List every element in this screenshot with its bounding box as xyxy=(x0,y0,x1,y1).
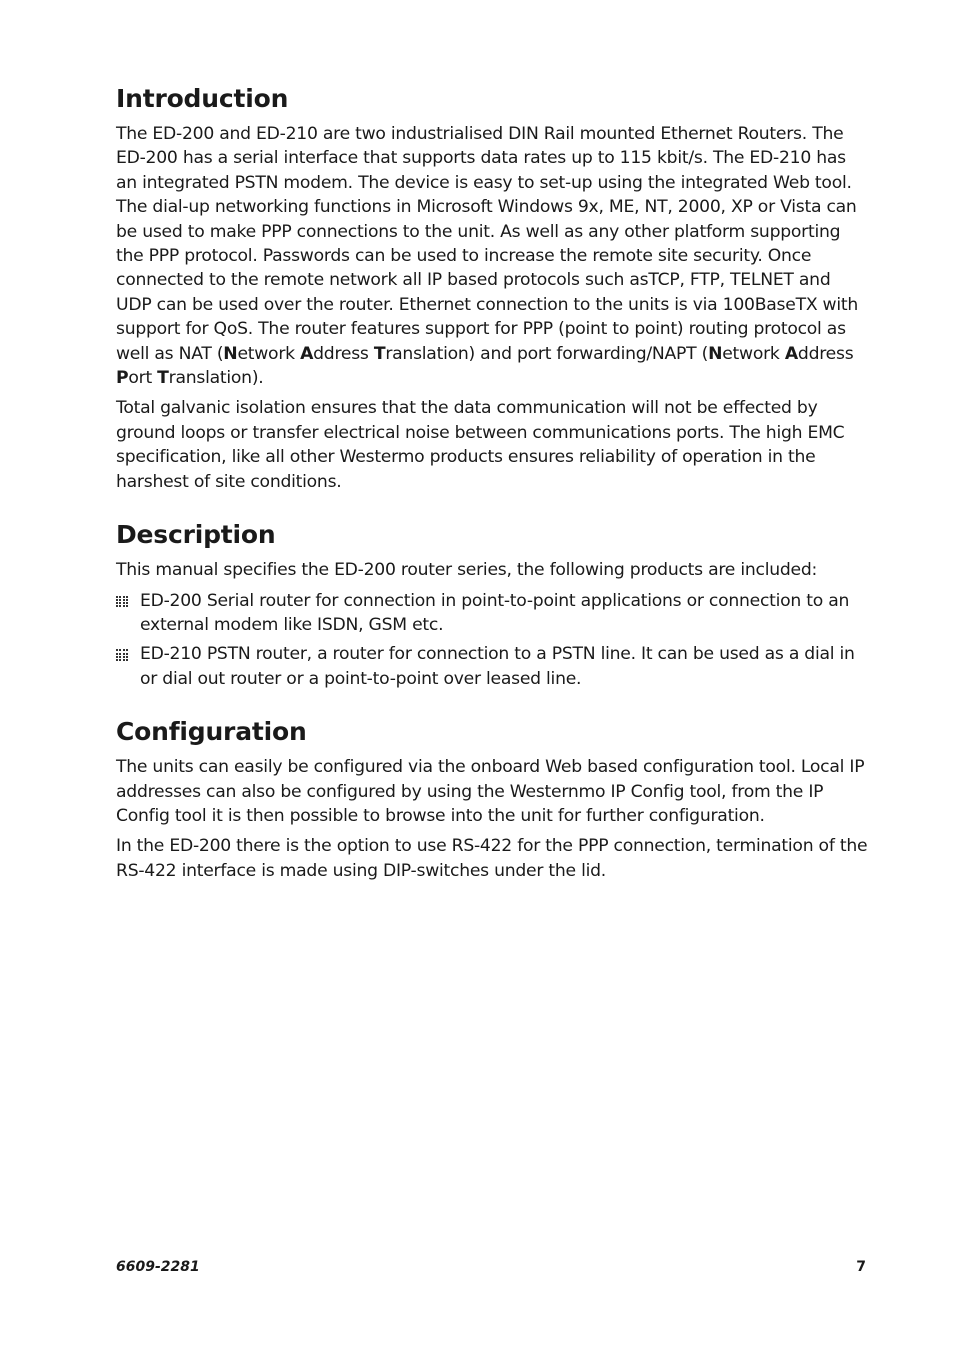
description-intro: This manual specifies the ED-200 router series, the following products are included: xyxy=(116,560,818,581)
configuration-paragraph-2: In the ED-200 there is the option to use RS-422 for the PPP connection, termination of the RS-422 interface is made using DIP-switches under the lid. xyxy=(116,836,868,881)
configuration-paragraph-1: The units can easily be configured via the onboard Web based configuration tool. Local IP addresses can also be configured by using the Westernmo IP Config tool, from the IP Config tool it is then possible to browse into the unit for further configuration. xyxy=(116,757,865,826)
document-number: 6609-2281 xyxy=(116,1259,200,1275)
list-item xyxy=(116,589,868,638)
list-item-text: ED-200 Serial router for connection in point-to-point applications or connection to an external modem like ISDN, GSM etc. xyxy=(140,590,850,635)
nat-etwork: etwork xyxy=(237,343,301,364)
nat-n: N xyxy=(223,343,238,364)
intro-text: The ED-200 and ED-210 are two industrialised DIN Rail mounted Ethernet Routers. The ED-200 has a serial interface that supports data rates up to 115 kbit/s. The ED-210 has an integrated PSTN modem. The device is easy to set-up using the integrated Web tool. The dial-up networking functions in Microsoft Windows 9x, ME, NT, 2000, XP or Vista can be used to make PPP connections to the unit. As well as any other platform supporting the PPP protocol. Passwords can be used to increase the remote site security. Once connected to the remote network all IP based protocols such asTCP, FTP, TELNET and UDP can be used over the router. Ethernet connection to the units is via 100BaseTX with support for QoS. The router features support for PPP (point to point) routing protocol as well as NAT ( xyxy=(116,124,859,364)
list-item xyxy=(116,642,868,691)
nat-ddress: ddress xyxy=(313,343,374,364)
napt-t: T xyxy=(157,368,169,389)
description-heading: Description xyxy=(116,520,276,550)
napt-p: P xyxy=(116,368,129,389)
description-section xyxy=(116,520,868,691)
napt-ranslation: ranslation). xyxy=(168,368,264,389)
page-content xyxy=(116,84,868,909)
napt-a: A xyxy=(784,343,798,364)
nat-t: T xyxy=(373,343,386,364)
napt-etwork: etwork xyxy=(722,343,785,364)
dot-grid-bullet-icon xyxy=(116,596,128,607)
napt-n: N xyxy=(708,343,723,364)
page-number: 7 xyxy=(856,1259,866,1275)
introduction-section xyxy=(116,84,868,494)
configuration-section xyxy=(116,717,868,883)
product-list xyxy=(116,589,868,692)
introduction-heading: Introduction xyxy=(116,84,289,113)
dot-grid-bullet-icon xyxy=(116,649,128,660)
napt-ddress: ddress xyxy=(797,343,854,364)
introduction-paragraph-2: Total galvanic isolation ensures that the data communication will not be effected by ground loops or transfer electrical noise between communications ports. The high EMC specification, like all other Westermo products ensures reliability of operation in the harshest of site conditions. xyxy=(116,398,845,492)
napt-ort: ort xyxy=(128,368,158,389)
nat-ranslation: ranslation) and port forwarding/NAPT ( xyxy=(385,343,709,364)
nat-a: A xyxy=(300,343,314,364)
list-item-text: ED-210 PSTN router, a router for connection to a PSTN line. It can be used as a dial in or dial out router or a point-to-point over leased line. xyxy=(140,644,855,689)
introduction-paragraph-1 xyxy=(116,122,868,390)
configuration-heading: Configuration xyxy=(116,717,307,747)
